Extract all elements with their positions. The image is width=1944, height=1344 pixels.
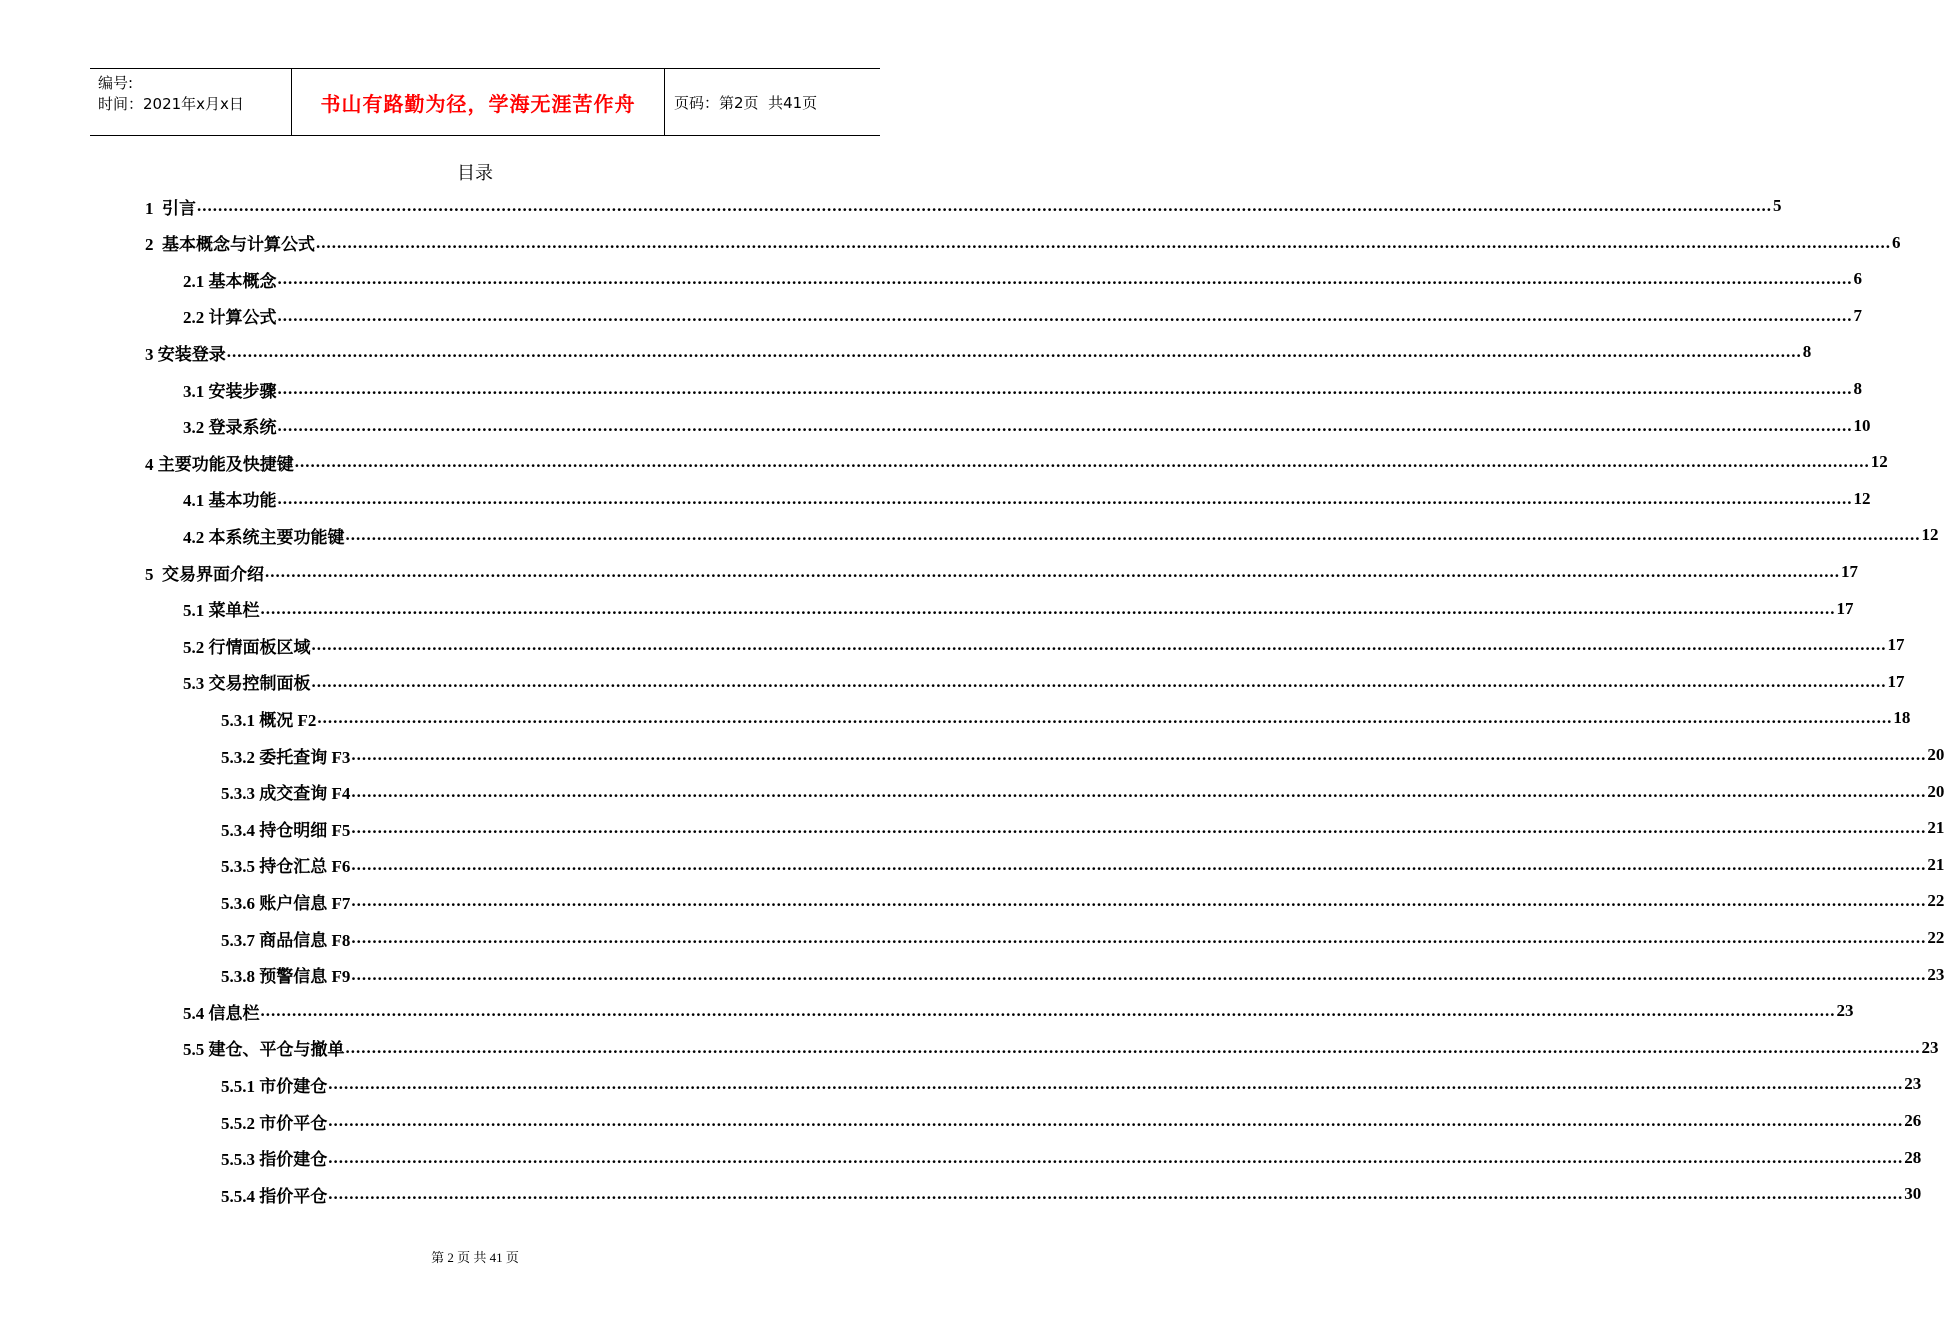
toc-entry[interactable] <box>183 591 1854 627</box>
toc-leader-dots: ............................................................................................................................................................................................................................................................................................................ <box>351 891 1927 911</box>
toc-entry-page: 28 <box>1904 1147 1922 1167</box>
toc-leader-dots: ............................................................................................................................................................................................................................................................................................................ <box>277 305 1853 325</box>
toc-leader-dots: ............................................................................................................................................................................................................................................................................................................ <box>311 635 1887 655</box>
toc-entry[interactable] <box>221 810 1944 846</box>
toc-entry-title: 3.2 登录系统 <box>183 418 277 438</box>
toc-entry[interactable] <box>183 517 1939 553</box>
toc-entry-title: 5.5.2 市价平仓 <box>221 1113 328 1133</box>
toc-entry-page: 21 <box>1927 818 1944 838</box>
toc-entry-title: 5.3.7 商品信息 F8 <box>221 930 351 950</box>
toc-leader-dots: ............................................................................................................................................................................................................................................................................................................ <box>351 964 1927 984</box>
toc-entry-page: 23 <box>1836 1001 1854 1021</box>
toc-entry-page: 17 <box>1841 562 1858 581</box>
toc-entry-title: 4 主要功能及快捷键 <box>145 454 294 474</box>
toc-entry-page: 8 <box>1853 379 1862 398</box>
toc-leader-dots: ............................................................................................................................................................................................................................................................................................................ <box>277 269 1853 289</box>
toc-leader-dots: ............................................................................................................................................................................................................................................................................................................ <box>351 818 1927 838</box>
toc-entry[interactable] <box>221 847 1944 883</box>
toc-entry[interactable] <box>145 444 1888 480</box>
toc-leader-dots: ............................................................................................................................................................................................................................................................................................................ <box>345 525 1921 545</box>
toc-entry-page: 6 <box>1892 232 1901 252</box>
toc-entry[interactable] <box>221 1103 1922 1139</box>
toc-entry-title: 5.3.8 预警信息 F9 <box>221 967 351 987</box>
toc-leader-dots: ............................................................................................................................................................................................................................................................................................................ <box>351 928 1927 947</box>
toc-entry-page: 23 <box>1927 964 1944 984</box>
toc-entry-title: 4.1 基本功能 <box>183 491 277 511</box>
header-page-info: 页码：第2页 共41页 <box>674 93 818 112</box>
toc-entry[interactable] <box>221 1066 1922 1102</box>
toc-leader-dots: ............................................................................................................................................................................................................................................................................................................ <box>351 745 1927 764</box>
toc-entry-title: 5 交易界面介绍 <box>145 564 264 584</box>
toc-entry[interactable] <box>221 883 1944 919</box>
toc-entry[interactable] <box>145 225 1901 261</box>
toc-leader-dots: ............................................................................................................................................................................................................................................................................................................ <box>328 1184 1904 1204</box>
toc-entry[interactable] <box>183 627 1905 663</box>
toc-leader-dots: ............................................................................................................................................................................................................................................................................................................ <box>260 598 1836 618</box>
toc-entry-page: 23 <box>1904 1074 1922 1094</box>
toc-entry-page: 17 <box>1887 635 1905 655</box>
toc-leader-dots: ............................................................................................................................................................................................................................................................................................................ <box>294 452 1870 472</box>
toc-entry-title: 3 安装登录 <box>145 344 226 364</box>
toc-entry[interactable] <box>221 1140 1922 1176</box>
toc-entry-page: 12 <box>1853 488 1871 508</box>
toc-entry-title: 3.1 安装步骤 <box>183 381 277 401</box>
toc-entry-page: 20 <box>1927 781 1944 801</box>
toc-leader-dots: ............................................................................................................................................................................................................................................................................................................ <box>277 488 1853 508</box>
header-meta <box>98 73 244 115</box>
toc-entry-title: 5.1 菜单栏 <box>183 601 260 621</box>
toc-entry[interactable] <box>145 554 1858 590</box>
toc-leader-dots: ............................................................................................................................................................................................................................................................................................................ <box>328 1111 1904 1130</box>
toc-entry[interactable] <box>221 774 1944 810</box>
toc-entry[interactable] <box>183 993 1854 1029</box>
toc-entry[interactable] <box>183 1030 1939 1066</box>
toc-entry[interactable] <box>183 261 1862 297</box>
toc-leader-dots: ............................................................................................................................................................................................................................................................................................................ <box>260 1001 1836 1021</box>
toc-entry-page: 8 <box>1802 342 1812 362</box>
header-motto: 书山有路勤为径，学海无涯苦作舟 <box>320 91 636 116</box>
toc-entry-page: 17 <box>1836 598 1854 618</box>
toc-leader-dots: ............................................................................................................................................................................................................................................................................................................ <box>277 379 1853 398</box>
toc-leader-dots: ............................................................................................................................................................................................................................................................................................................ <box>311 671 1887 691</box>
toc-entry-title: 2.2 计算公式 <box>183 308 277 328</box>
toc-entry-title: 2 基本概念与计算公式 <box>145 235 315 255</box>
toc-entry[interactable] <box>183 664 1905 700</box>
toc-entry-page: 22 <box>1927 891 1944 911</box>
toc-entry-title: 5.2 行情面板区域 <box>183 637 311 657</box>
toc-entry[interactable] <box>183 298 1862 334</box>
toc-entry-title: 5.3.1 概况 F2 <box>221 710 317 730</box>
toc-entry-page: 30 <box>1904 1184 1922 1204</box>
toc-leader-dots: ............................................................................................................................................................................................................................................................................................................ <box>351 781 1927 801</box>
toc-entry[interactable] <box>183 371 1862 407</box>
toc-entry-page: 7 <box>1853 305 1862 325</box>
toc-entry-title: 5.3.6 账户信息 F7 <box>221 893 351 913</box>
toc-entry-page: 6 <box>1853 269 1862 289</box>
toc-entry[interactable] <box>221 957 1944 993</box>
toc-entry-page: 22 <box>1927 928 1944 947</box>
toc-entry-page: 23 <box>1921 1037 1939 1057</box>
toc-entry-title: 5.3.5 持仓汇总 F6 <box>221 857 351 877</box>
document-time-label: 时间：2021年x月x日 <box>98 95 244 113</box>
toc-entry-page: 18 <box>1893 708 1911 728</box>
toc-entry-page: 12 <box>1921 525 1939 545</box>
toc-entry-title: 5.5.4 指价平仓 <box>221 1186 328 1206</box>
page-footer: 第 2 页 共 41 页 <box>431 1250 519 1265</box>
toc-entry[interactable] <box>221 920 1944 956</box>
toc-leader-dots: ............................................................................................................................................................................................................................................................................................................ <box>277 415 1853 435</box>
toc-entry-title: 5.5.3 指价建仓 <box>221 1150 328 1170</box>
toc-leader-dots: ............................................................................................................................................................................................................................................................................................................ <box>317 708 1893 728</box>
toc-leader-dots: ............................................................................................................................................................................................................................................................................................................ <box>345 1037 1921 1057</box>
toc-entry-title: 5.5.1 市价建仓 <box>221 1076 328 1096</box>
toc-entry-page: 17 <box>1887 671 1905 691</box>
toc-entry-page: 5 <box>1773 196 1782 215</box>
toc-entry-title: 1 引言 <box>145 198 196 218</box>
toc-entry-page: 21 <box>1927 854 1944 874</box>
toc-entry[interactable] <box>145 188 1782 224</box>
toc-entry[interactable] <box>221 1176 1922 1212</box>
header-divider <box>664 69 665 135</box>
toc-leader-dots: ............................................................................................................................................................................................................................................................................................................ <box>328 1074 1904 1094</box>
toc-leader-dots: ............................................................................................................................................................................................................................................................................................................ <box>226 342 1802 362</box>
toc-entry[interactable] <box>221 700 1911 736</box>
toc-entry-page: 12 <box>1870 452 1888 472</box>
toc-entry-title: 5.3.2 委托查询 F3 <box>221 747 351 767</box>
toc-entry-title: 5.4 信息栏 <box>183 1003 260 1023</box>
toc-title: 目录 <box>457 163 493 184</box>
toc-entry[interactable] <box>145 334 1812 370</box>
toc-entry-page: 20 <box>1927 745 1944 764</box>
toc-entry[interactable] <box>221 737 1944 773</box>
toc-leader-dots: ............................................................................................................................................................................................................................................................................................................ <box>328 1147 1904 1167</box>
toc-entry-page: 10 <box>1853 415 1871 435</box>
toc-entry[interactable] <box>183 408 1871 444</box>
toc-leader-dots: ............................................................................................................................................................................................................................................................................................................ <box>265 562 1840 581</box>
toc-entry-title: 5.5 建仓、平仓与撤单 <box>183 1040 345 1060</box>
toc-entry-title: 5.3 交易控制面板 <box>183 674 311 694</box>
toc-entry-title: 4.2 本系统主要功能键 <box>183 527 345 547</box>
toc-entry-title: 5.3.4 持仓明细 F5 <box>221 820 351 840</box>
toc-entry-title: 5.3.3 成交查询 F4 <box>221 784 351 804</box>
toc-entry[interactable] <box>183 481 1871 517</box>
document-number-label: 编号: <box>98 74 134 92</box>
toc-entry-page: 26 <box>1904 1111 1922 1130</box>
toc-leader-dots: ............................................................................................................................................................................................................................................................................................................ <box>351 854 1927 874</box>
toc-leader-dots: ............................................................................................................................................................................................................................................................................................................ <box>316 232 1891 252</box>
toc-entry-title: 2.1 基本概念 <box>183 271 277 291</box>
toc-leader-dots: ............................................................................................................................................................................................................................................................................................................ <box>197 196 1772 215</box>
page-header <box>90 68 880 136</box>
